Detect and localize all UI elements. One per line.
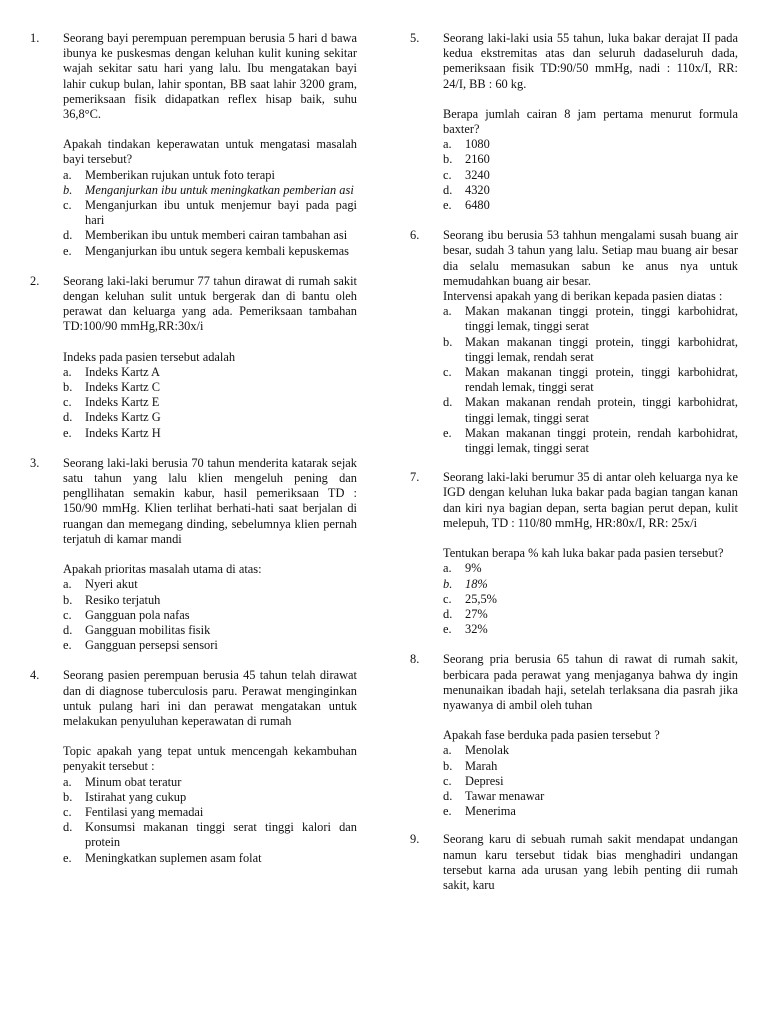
option-text: Istirahat yang cukup — [85, 789, 187, 804]
option-text: Marah — [465, 758, 498, 773]
question-number: 8. — [410, 652, 420, 667]
option-letter: e. — [63, 425, 72, 440]
option-text: Indeks Kartz E — [85, 395, 160, 410]
question-prompt: Tentukan berapa % kah luka bakar pada pasien tersebut? — [443, 546, 724, 561]
option-text: Makan makanan tinggi protein, rendah karbohidrat, tinggi lemak, tinggi serat — [465, 425, 738, 456]
option-letter: e. — [443, 425, 452, 440]
option-letter: a. — [443, 137, 452, 152]
option-letter: b. — [63, 592, 73, 607]
question-3 — [30, 456, 357, 653]
question-7 — [410, 470, 738, 637]
question-6 — [410, 228, 738, 456]
option-letter: d. — [443, 606, 453, 621]
option-letter: a. — [63, 167, 72, 182]
option-letter: c. — [63, 607, 72, 622]
option-c — [443, 168, 738, 183]
option-d — [63, 410, 357, 425]
question-number: 1. — [30, 31, 40, 45]
option-c — [63, 608, 357, 623]
option-letter: a. — [443, 743, 452, 758]
option-text: 27% — [465, 606, 488, 621]
option-text: Indeks Kartz C — [85, 380, 161, 395]
option-text: 25,5% — [465, 591, 498, 606]
option-letter: e. — [443, 804, 452, 819]
option-text: Menganjurkan ibu untuk meningkatkan pemberian asi — [85, 182, 354, 197]
question-number: 4. — [30, 668, 40, 683]
option-letter: b. — [443, 758, 453, 773]
option-text: 1080 — [465, 137, 490, 152]
option-letter: c. — [63, 198, 72, 213]
question-4 — [30, 668, 357, 865]
option-e — [443, 198, 738, 213]
option-c — [63, 805, 357, 820]
option-letter: d. — [63, 622, 73, 637]
option-e — [443, 804, 738, 819]
option-c — [63, 395, 357, 410]
option-text: 3240 — [465, 167, 490, 182]
option-text: Indeks Kartz G — [85, 410, 161, 425]
option-letter: a. — [443, 561, 452, 576]
option-text: Menerima — [465, 804, 516, 819]
question-number: 5. — [410, 31, 420, 45]
option-letter: c. — [443, 773, 452, 788]
option-letter: d. — [443, 395, 453, 410]
option-letter: c. — [63, 804, 72, 819]
option-text: 9% — [465, 561, 482, 576]
option-letter: b. — [443, 576, 453, 591]
option-b — [63, 593, 357, 608]
option-letter: a. — [63, 364, 72, 379]
option-letter: b. — [63, 380, 73, 395]
option-text: Memberikan ibu untuk memberi cairan tambahan asi — [85, 228, 348, 243]
option-text: 2160 — [465, 152, 490, 167]
option-text: Minum obat teratur — [85, 774, 182, 789]
option-e — [443, 426, 738, 456]
option-text: Tawar menawar — [465, 788, 545, 803]
question-1 — [30, 31, 357, 259]
option-a — [443, 137, 738, 152]
option-letter: c. — [63, 395, 72, 410]
option-letter: d. — [443, 788, 453, 803]
option-d — [63, 623, 357, 638]
option-letter: a. — [63, 774, 72, 789]
option-a — [443, 304, 738, 334]
option-letter: a. — [63, 577, 72, 592]
option-b — [443, 152, 738, 167]
question-number: 6. — [410, 228, 420, 243]
question-prompt: Indeks pada pasien tersebut adalah — [63, 349, 236, 364]
option-d — [443, 183, 738, 198]
option-letter: d. — [443, 182, 453, 197]
option-letter: a. — [443, 304, 452, 319]
question-9 — [410, 832, 738, 893]
option-c — [443, 365, 738, 395]
option-letter: b. — [443, 152, 453, 167]
option-c — [443, 592, 738, 607]
option-e — [63, 851, 357, 866]
option-text: 18% — [465, 576, 488, 591]
option-letter: d. — [63, 410, 73, 425]
option-letter: d. — [63, 228, 73, 243]
option-text: 4320 — [465, 182, 490, 197]
left-column — [30, 31, 357, 881]
option-text: Makan makanan rendah protein, tinggi karbohidrat, tinggi lemak, tinggi serat — [465, 395, 738, 425]
question-2 — [30, 274, 357, 441]
option-c — [443, 774, 738, 789]
option-text: Menganjurkan ibu untuk segera kembali kepuskemas — [85, 243, 349, 258]
option-text: Meningkatkan suplemen asam folat — [85, 850, 262, 865]
option-text: Menolak — [465, 743, 510, 758]
option-c — [63, 198, 357, 228]
option-e — [63, 638, 357, 653]
question-number: 3. — [30, 455, 40, 470]
option-d — [443, 607, 738, 622]
option-letter: c. — [443, 591, 452, 606]
question-number: 2. — [30, 273, 40, 288]
option-text: Makan makanan tinggi protein, tinggi karbohidrat, tinggi lemak, rendah serat — [465, 334, 738, 364]
option-d — [443, 789, 738, 804]
option-text: Gangguan persepsi sensori — [85, 638, 218, 653]
option-text: Indeks Kartz A — [85, 364, 161, 379]
option-e — [63, 426, 357, 441]
question-stem: Seorang laki-laki usia 55 tahun, luka bakar derajat II pada kedua ekstremitas atas dan seluruh dadaseluruh dada, pemeriksaan fisik TD:90/50 mmHg, nadi : 110x/I, RR: 24/I, BB : 60 kg. — [443, 31, 738, 91]
option-text: Resiko terjatuh — [85, 592, 161, 607]
option-a — [63, 365, 357, 380]
option-letter: e. — [63, 850, 72, 865]
question-stem: Seorang laki-laki berumur 35 di antar oleh keluarga nya ke IGD dengan keluhan luka bakar pada bagian tangan kanan dan kiri nya bagian depan, serta bagian perut depan, kulit melepuh, TD : 110/80 mmHg, HR:80x/I, RR: 25x/i — [443, 470, 738, 530]
question-stem: Seorang karu di sebuah rumah sakit mendapat undangan namun karu tersebut tidak bias menghadiri undangan tersebut karna ada urusan yang lebih penting dii rumah sakit, karu — [443, 832, 738, 892]
option-a — [63, 168, 357, 183]
option-letter: c. — [443, 167, 452, 182]
option-letter: e. — [63, 638, 72, 653]
question-prompt: Topic apakah yang tepat untuk mencengah kekambuhan penyakit tersebut : — [63, 744, 357, 774]
option-text: Konsumsi makanan tinggi serat tinggi kalori dan protein — [85, 820, 357, 850]
option-b — [443, 759, 738, 774]
option-d — [443, 395, 738, 425]
option-text: 6480 — [465, 198, 490, 213]
option-text: Depresi — [465, 773, 504, 788]
option-b — [443, 335, 738, 365]
option-text: Fentilasi yang memadai — [85, 804, 204, 819]
option-letter: b. — [443, 334, 453, 349]
question-prompt: Apakah tindakan keperawatan untuk mengatasi masalah bayi tersebut? — [63, 137, 357, 167]
option-text: Memberikan rujukan untuk foto terapi — [85, 167, 275, 182]
option-text: Menganjurkan ibu untuk menjemur bayi pada pagi hari — [85, 198, 357, 228]
option-e — [63, 244, 357, 259]
option-a — [443, 561, 738, 576]
option-letter: d. — [63, 820, 73, 835]
option-text: 32% — [465, 622, 488, 637]
option-b — [63, 790, 357, 805]
question-prompt: Apakah prioritas masalah utama di atas: — [63, 562, 262, 577]
option-letter: e. — [443, 622, 452, 637]
option-a — [63, 577, 357, 592]
option-b — [443, 577, 738, 592]
question-stem: Seorang laki-laki berusia 70 tahun menderita katarak sejak satu tahun yang lalu klien mengeluh pening dan pengllihatan semakin kabur, hasil pemeriksaan TD : 150/90 mmHg. Klien terlihat berhati-hati saat berjalan di ruangan dan memegang dinding, sebelumnya klien pernah terjatuh di kamar mandi — [63, 455, 357, 546]
option-letter: e. — [63, 243, 72, 258]
option-letter: c. — [443, 365, 452, 380]
question-prompt: Berapa jumlah cairan 8 jam pertama menurut formula baxter? — [443, 106, 738, 137]
option-a — [63, 775, 357, 790]
option-letter: b. — [63, 789, 73, 804]
option-e — [443, 622, 738, 637]
option-text: Gangguan pola nafas — [85, 607, 190, 622]
question-number: 9. — [410, 832, 420, 847]
option-text: Nyeri akut — [85, 577, 138, 592]
question-5 — [410, 31, 738, 213]
question-prompt: Apakah fase berduka pada pasien tersebut ? — [443, 728, 660, 743]
option-text: Makan makanan tinggi protein, tinggi karbohidrat, tinggi lemak, tinggi serat — [465, 304, 738, 334]
option-text: Makan makanan tinggi protein, tinggi karbohidrat, rendah lemak, tinggi serat — [465, 365, 738, 395]
option-letter: e. — [443, 198, 452, 213]
option-text: Gangguan mobilitas fisik — [85, 622, 211, 637]
question-stem: Seorang bayi perempuan perempuan berusia 5 hari d bawa ibunya ke puskesmas dengan keluhan kulit kuning sekitar wajah sekitar satu hari yang lalu. Ibu mengatakan bayi lahir cukup bulan, lahir spontan, BB saat lahir 3200 gram, pemeriksaan fisik didapatkan reflex hisap baik, suhu 36,8°C. — [63, 31, 357, 122]
option-a — [443, 743, 738, 758]
question-number: 7. — [410, 470, 420, 485]
right-column — [410, 31, 738, 908]
question-stem: Seorang ibu berusia 53 tahhun mengalami susah buang air besar, sudah 3 tahun yang lalu. Setiap mau buang air besar dia selalu memasukan sabun ke anus nya untuk memudahkan buang air besar. — [443, 228, 738, 288]
option-d — [63, 820, 357, 850]
question-stem: Seorang laki-laki berumur 77 tahun dirawat di rumah sakit dengan keluhan sulit untuk bergerak dan di bantu oleh perawat dan keluarga yang ada. Pemeriksaan tambahan TD:100/90 mmHg,RR:30x/i — [63, 273, 357, 334]
option-b — [63, 183, 357, 198]
option-letter: b. — [63, 182, 73, 197]
question-8 — [410, 652, 738, 819]
option-b — [63, 380, 357, 395]
option-text: Indeks Kartz H — [85, 425, 161, 440]
question-prompt: Intervensi apakah yang di berikan kepada pasien diatas : — [443, 289, 723, 304]
question-stem: Seorang pasien perempuan berusia 45 tahun telah dirawat dan di diagnose tuberculosis paru. Perawat menginginkan untuk pulang hari ini dan perawat mengatakan untuk melakukan penyuluhan keperawatan di rumah — [63, 668, 357, 728]
option-d — [63, 228, 357, 243]
question-stem: Seorang pria berusia 65 tahun di rawat di rumah sakit, berbicara pada perawat yang menjaganya bahwa dy ingin menunaikan ibadah haji, setelah terlaksana dia pasrah jika nyawanya di ambil oleh tuhan — [443, 652, 738, 712]
